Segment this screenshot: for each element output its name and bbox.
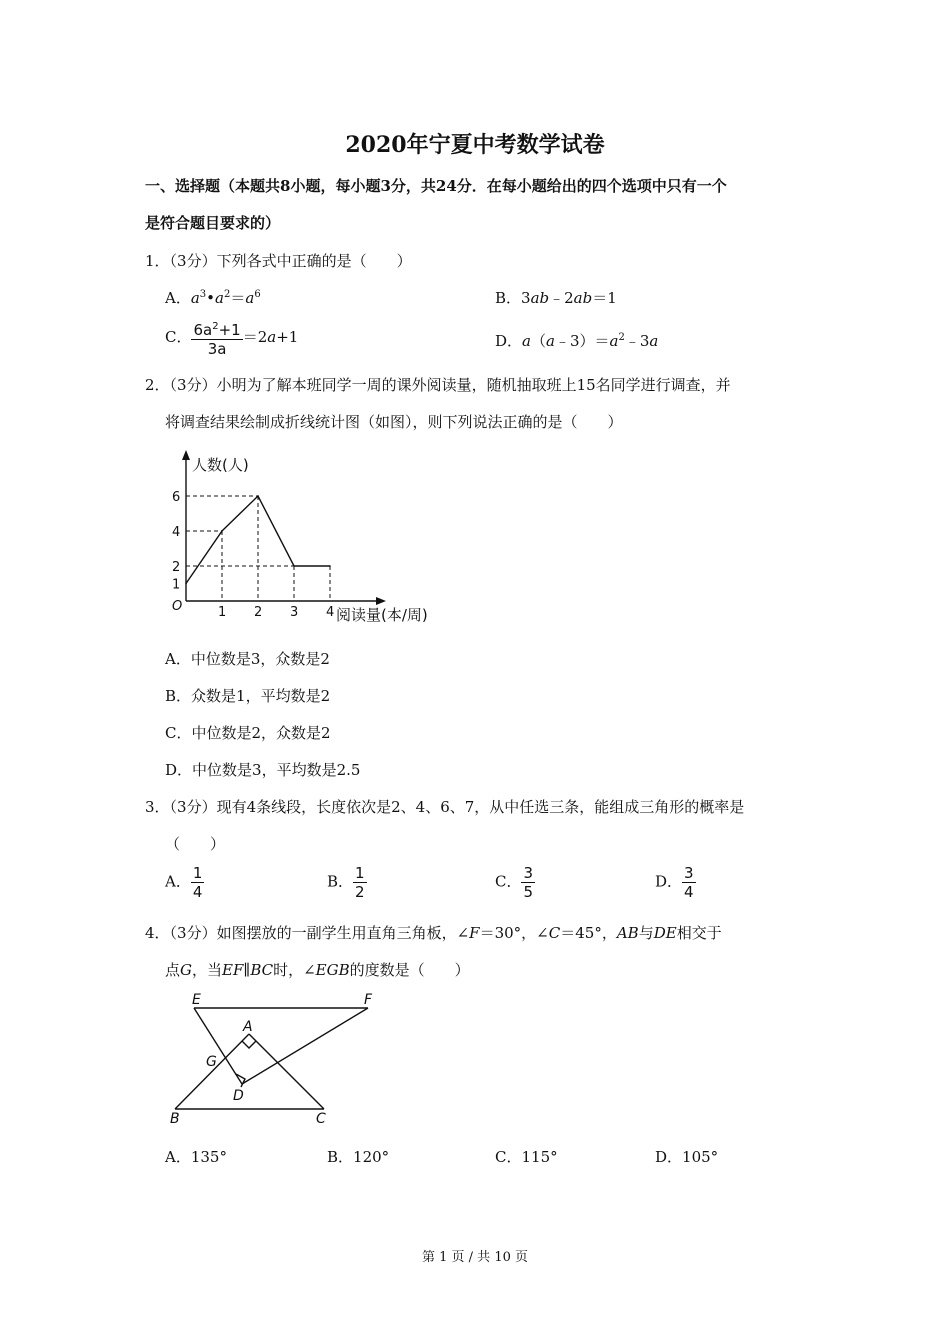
q2-stem-line1: 2．（3分）小明为了解本班同学一周的课外阅读量，随机抽取班上15名同学进行调查，并 xyxy=(145,376,731,394)
q2-option-b: B．众数是1，平均数是2 xyxy=(165,687,331,705)
label-f: F xyxy=(364,992,373,1008)
label-g: G xyxy=(206,1054,217,1070)
q3-stem-line2: （ ） xyxy=(165,835,226,853)
page-title: 2020年宁夏中考数学试卷 xyxy=(345,132,605,158)
data-point-2 xyxy=(257,495,259,497)
data-point-3 xyxy=(293,565,295,567)
q4-option-d: D．105° xyxy=(655,1148,719,1166)
label-b: B xyxy=(170,1111,180,1127)
x-tick-3: 3 xyxy=(290,605,299,620)
page-footer: 第 1 页 / 共 10 页 xyxy=(422,1250,528,1265)
x-tick-2: 2 xyxy=(254,605,263,620)
x-tick-1: 1 xyxy=(218,605,227,620)
y-tick-4: 4 xyxy=(172,525,181,540)
q2-option-a: A．中位数是3，众数是2 xyxy=(165,650,330,668)
section-heading-line2: 是符合题目要求的） xyxy=(145,214,281,232)
y-axis-arrow xyxy=(182,450,190,460)
x-tick-4: 4 xyxy=(326,605,335,620)
q1-option-c: C． $\frac{6a^2+1}{3a}$ ＝2a+1 xyxy=(165,318,298,358)
q4-stem-line2: 点G，当EF∥BC时，∠EGB的度数是（ ） xyxy=(165,961,470,979)
q2-option-c: C．中位数是2，众数是2 xyxy=(165,724,331,742)
y-tick-1: 1 xyxy=(172,577,181,593)
right-angle-mark-a xyxy=(242,1041,256,1048)
x-axis-arrow xyxy=(376,597,386,605)
q3-option-d: D． $\frac{3}{4}$ xyxy=(655,864,694,901)
q2-stem-line2: 将调查结果绘制成折线统计图（如图），则下列说法正确的是（ ） xyxy=(165,413,623,431)
q1-option-d: D．$a(a﹣3)=a^2﹣3a$ xyxy=(495,332,659,350)
label-c: C xyxy=(316,1111,326,1127)
data-point-4 xyxy=(329,565,331,567)
q3-option-c: C． $\frac{3}{5}$ xyxy=(495,864,534,901)
q4-option-a: A．135° xyxy=(165,1148,227,1166)
q3-option-b: B． $\frac{1}{2}$ xyxy=(327,864,365,901)
data-point-0 xyxy=(185,583,187,585)
origin-label: O xyxy=(172,599,183,614)
label-a: A xyxy=(243,1019,253,1035)
q1-option-a: A．$a^3•a^2=a^6$ xyxy=(165,289,261,307)
q4-stem-line1: 4．（3分）如图摆放的一副学生用直角三角板，∠F＝30°，∠C＝45°，AB与DE相交于 xyxy=(145,924,722,942)
label-e: E xyxy=(192,992,201,1008)
segment-ac xyxy=(249,1034,324,1109)
q1-c-fraction: $\frac{6a^2+1}{3a}$ xyxy=(191,318,242,358)
data-point-1 xyxy=(221,530,223,532)
y-axis-label: 人数(人) xyxy=(192,456,249,474)
section-heading-line1: 一、选择题（本题共8小题，每小题3分，共24分．在每小题给出的四个选项中只有一个 xyxy=(145,177,727,195)
set-square-figure xyxy=(160,988,380,1128)
x-axis-label: 阅读量(本/周) xyxy=(336,606,428,624)
q1-option-b: B．3ab﹣2ab＝1 xyxy=(495,289,617,307)
segment-ed xyxy=(194,1008,242,1084)
q1-stem: 1．（3分）下列各式中正确的是（ ） xyxy=(145,252,412,270)
q2-option-d: D．中位数是3，平均数是2.5 xyxy=(165,761,361,779)
reading-line-chart xyxy=(160,448,460,633)
y-tick-2: 2 xyxy=(172,560,181,575)
q3-option-a: A． $\frac{1}{4}$ xyxy=(165,864,203,901)
q3-stem-line1: 3．（3分）现有4条线段，长度依次是2、4、6、7，从中任选三条，能组成三角形的概率是 xyxy=(145,798,745,816)
q4-option-c: C．115° xyxy=(495,1148,558,1166)
y-tick-6: 6 xyxy=(172,490,181,505)
q4-option-b: B．120° xyxy=(327,1148,390,1166)
label-d: D xyxy=(233,1088,244,1104)
